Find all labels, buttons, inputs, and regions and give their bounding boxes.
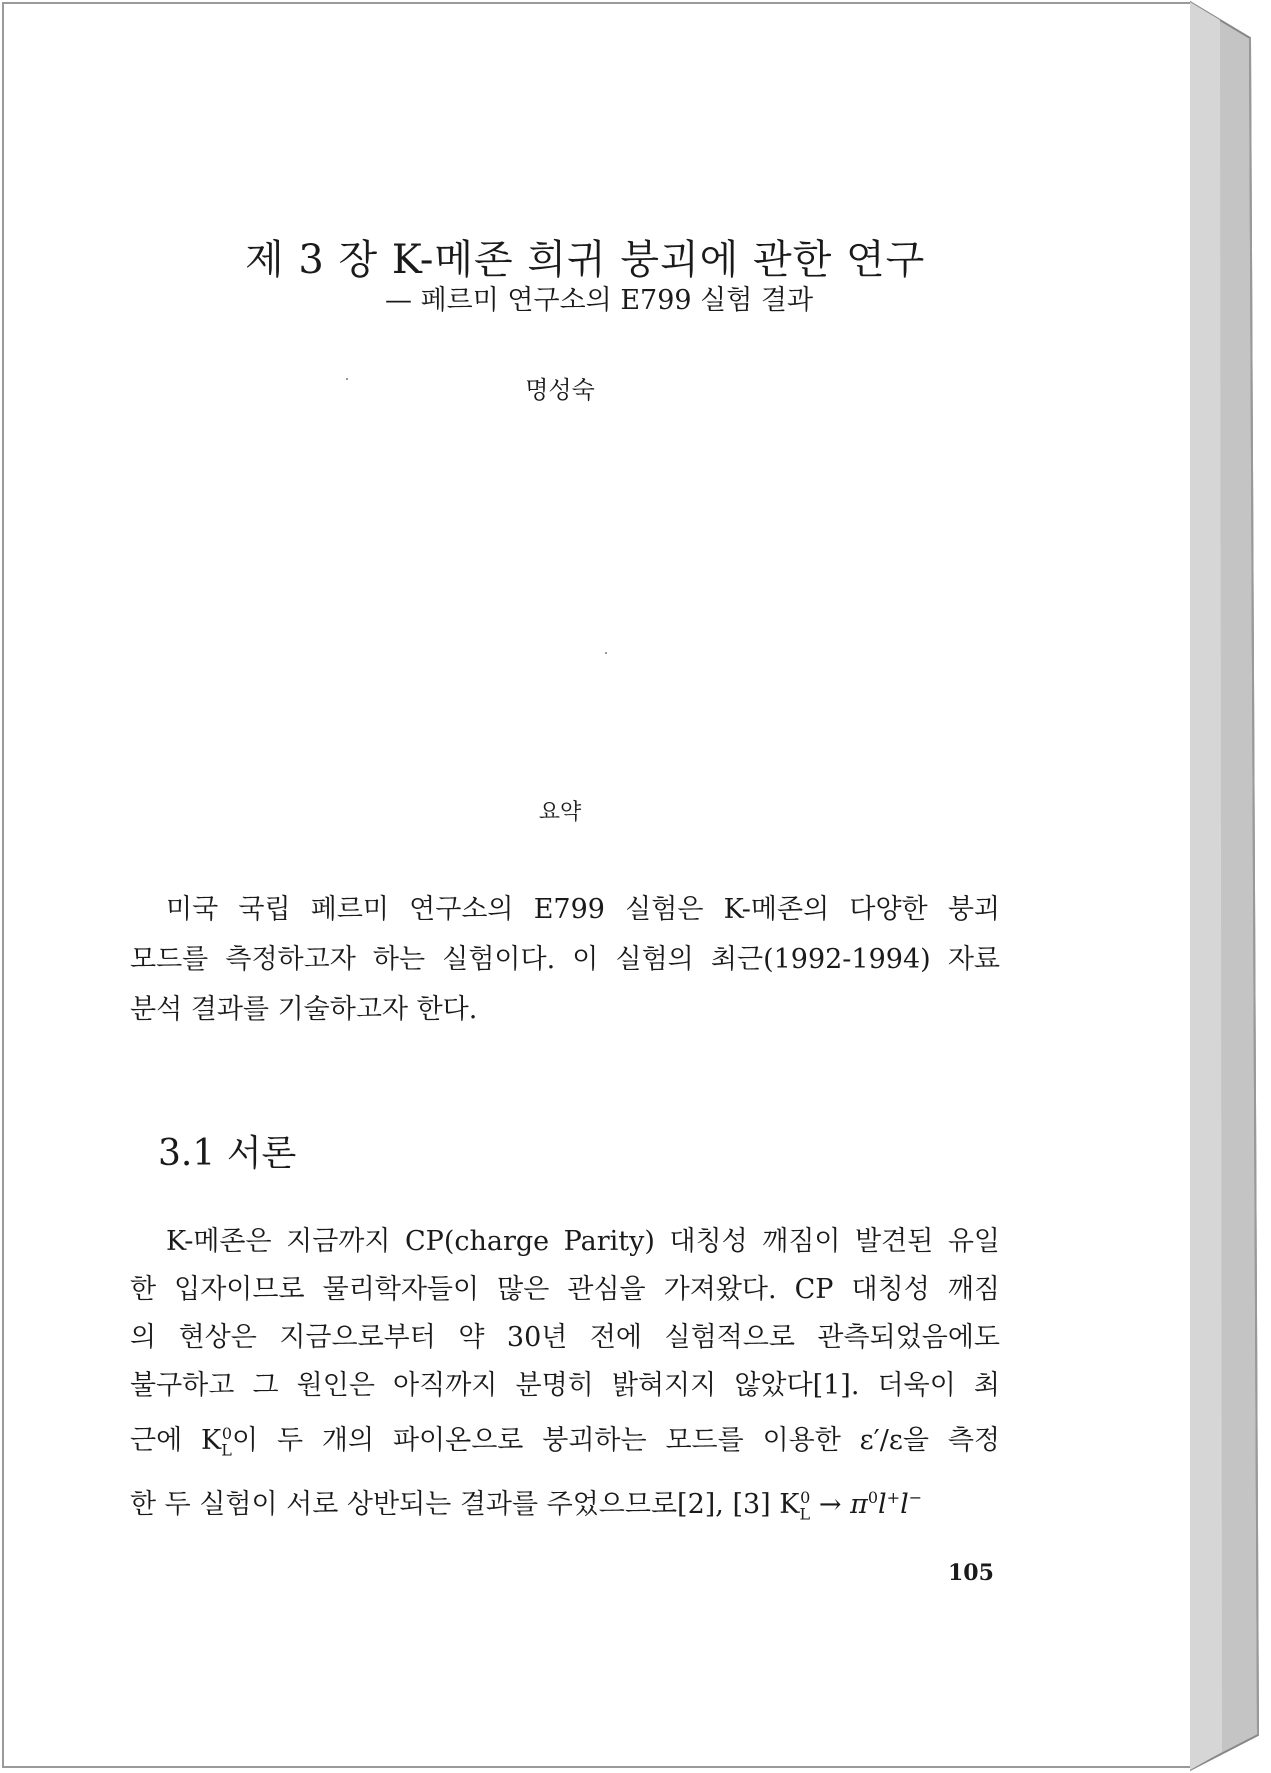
section-heading: 3.1 서론: [158, 1133, 297, 1174]
text-line-decay: [130, 1474, 1000, 1538]
author-name: 명성숙: [525, 376, 595, 404]
kaon-subscript: L: [221, 1440, 232, 1460]
intro-paragraph: [130, 1218, 1000, 1539]
text-line: 의 현상은 지금으로부터 약 30년 전에 실험적으로 관측되었음에도: [130, 1322, 1000, 1353]
kaon-subscript-2: L: [799, 1504, 811, 1524]
speck: [605, 652, 607, 654]
kaon-prefix: 근에 K: [130, 1425, 222, 1456]
chapter-subtitle: — 페르미 연구소의 E799 실험 결과: [385, 285, 814, 316]
plus-superscript: +: [886, 1488, 901, 1508]
kaon-superscript-2: 0: [800, 1488, 811, 1508]
kaon-line-rest: 이 두 개의 파이온으로 붕괴하는 모드를 이용한 ε′/ε을 측정: [232, 1425, 1001, 1456]
abstract-paragraph: [130, 885, 1000, 1035]
decay-arrow-pi: → π: [810, 1489, 868, 1521]
text-line: 모드를 측정하고자 하는 실험이다. 이 실험의 최근(1992-1994) 자료: [130, 944, 1000, 975]
minus-superscript: −: [908, 1488, 923, 1508]
chapter-title: 제 3 장 K-메존 희귀 붕괴에 관한 연구: [245, 237, 926, 283]
page-number: 105: [948, 1560, 994, 1586]
pi-superscript: 0: [867, 1488, 879, 1508]
page-stack-edge: [1190, 0, 1270, 1773]
decay-prefix: 한 두 실험이 서로 상반되는 결과를 주었으므로[2], [3] K: [130, 1489, 800, 1521]
text-line: 분석 결과를 기술하고자 한다.: [130, 994, 478, 1025]
text-line: K-메존은 지금까지 CP(charge Parity) 대칭성 깨짐이 발견된 유일: [166, 1226, 1000, 1257]
text-line: 미국 국립 페르미 연구소의 E799 실험은 K-메존의 다양한 붕괴: [166, 894, 1000, 925]
text-line-kaon: [130, 1410, 1000, 1474]
text-line: 불구하고 그 원인은 아직까지 분명히 밝혀지지 않았다[1]. 더욱이 최: [130, 1370, 1000, 1401]
lepton-minus: l: [900, 1489, 909, 1521]
lepton-plus: l: [878, 1489, 887, 1521]
text-line: 한 입자이므로 물리학자들이 많은 관심을 가져왔다. CP 대칭성 깨짐: [130, 1274, 1000, 1305]
kaon-superscript: 0: [221, 1424, 233, 1443]
abstract-heading: 요약: [538, 800, 582, 825]
